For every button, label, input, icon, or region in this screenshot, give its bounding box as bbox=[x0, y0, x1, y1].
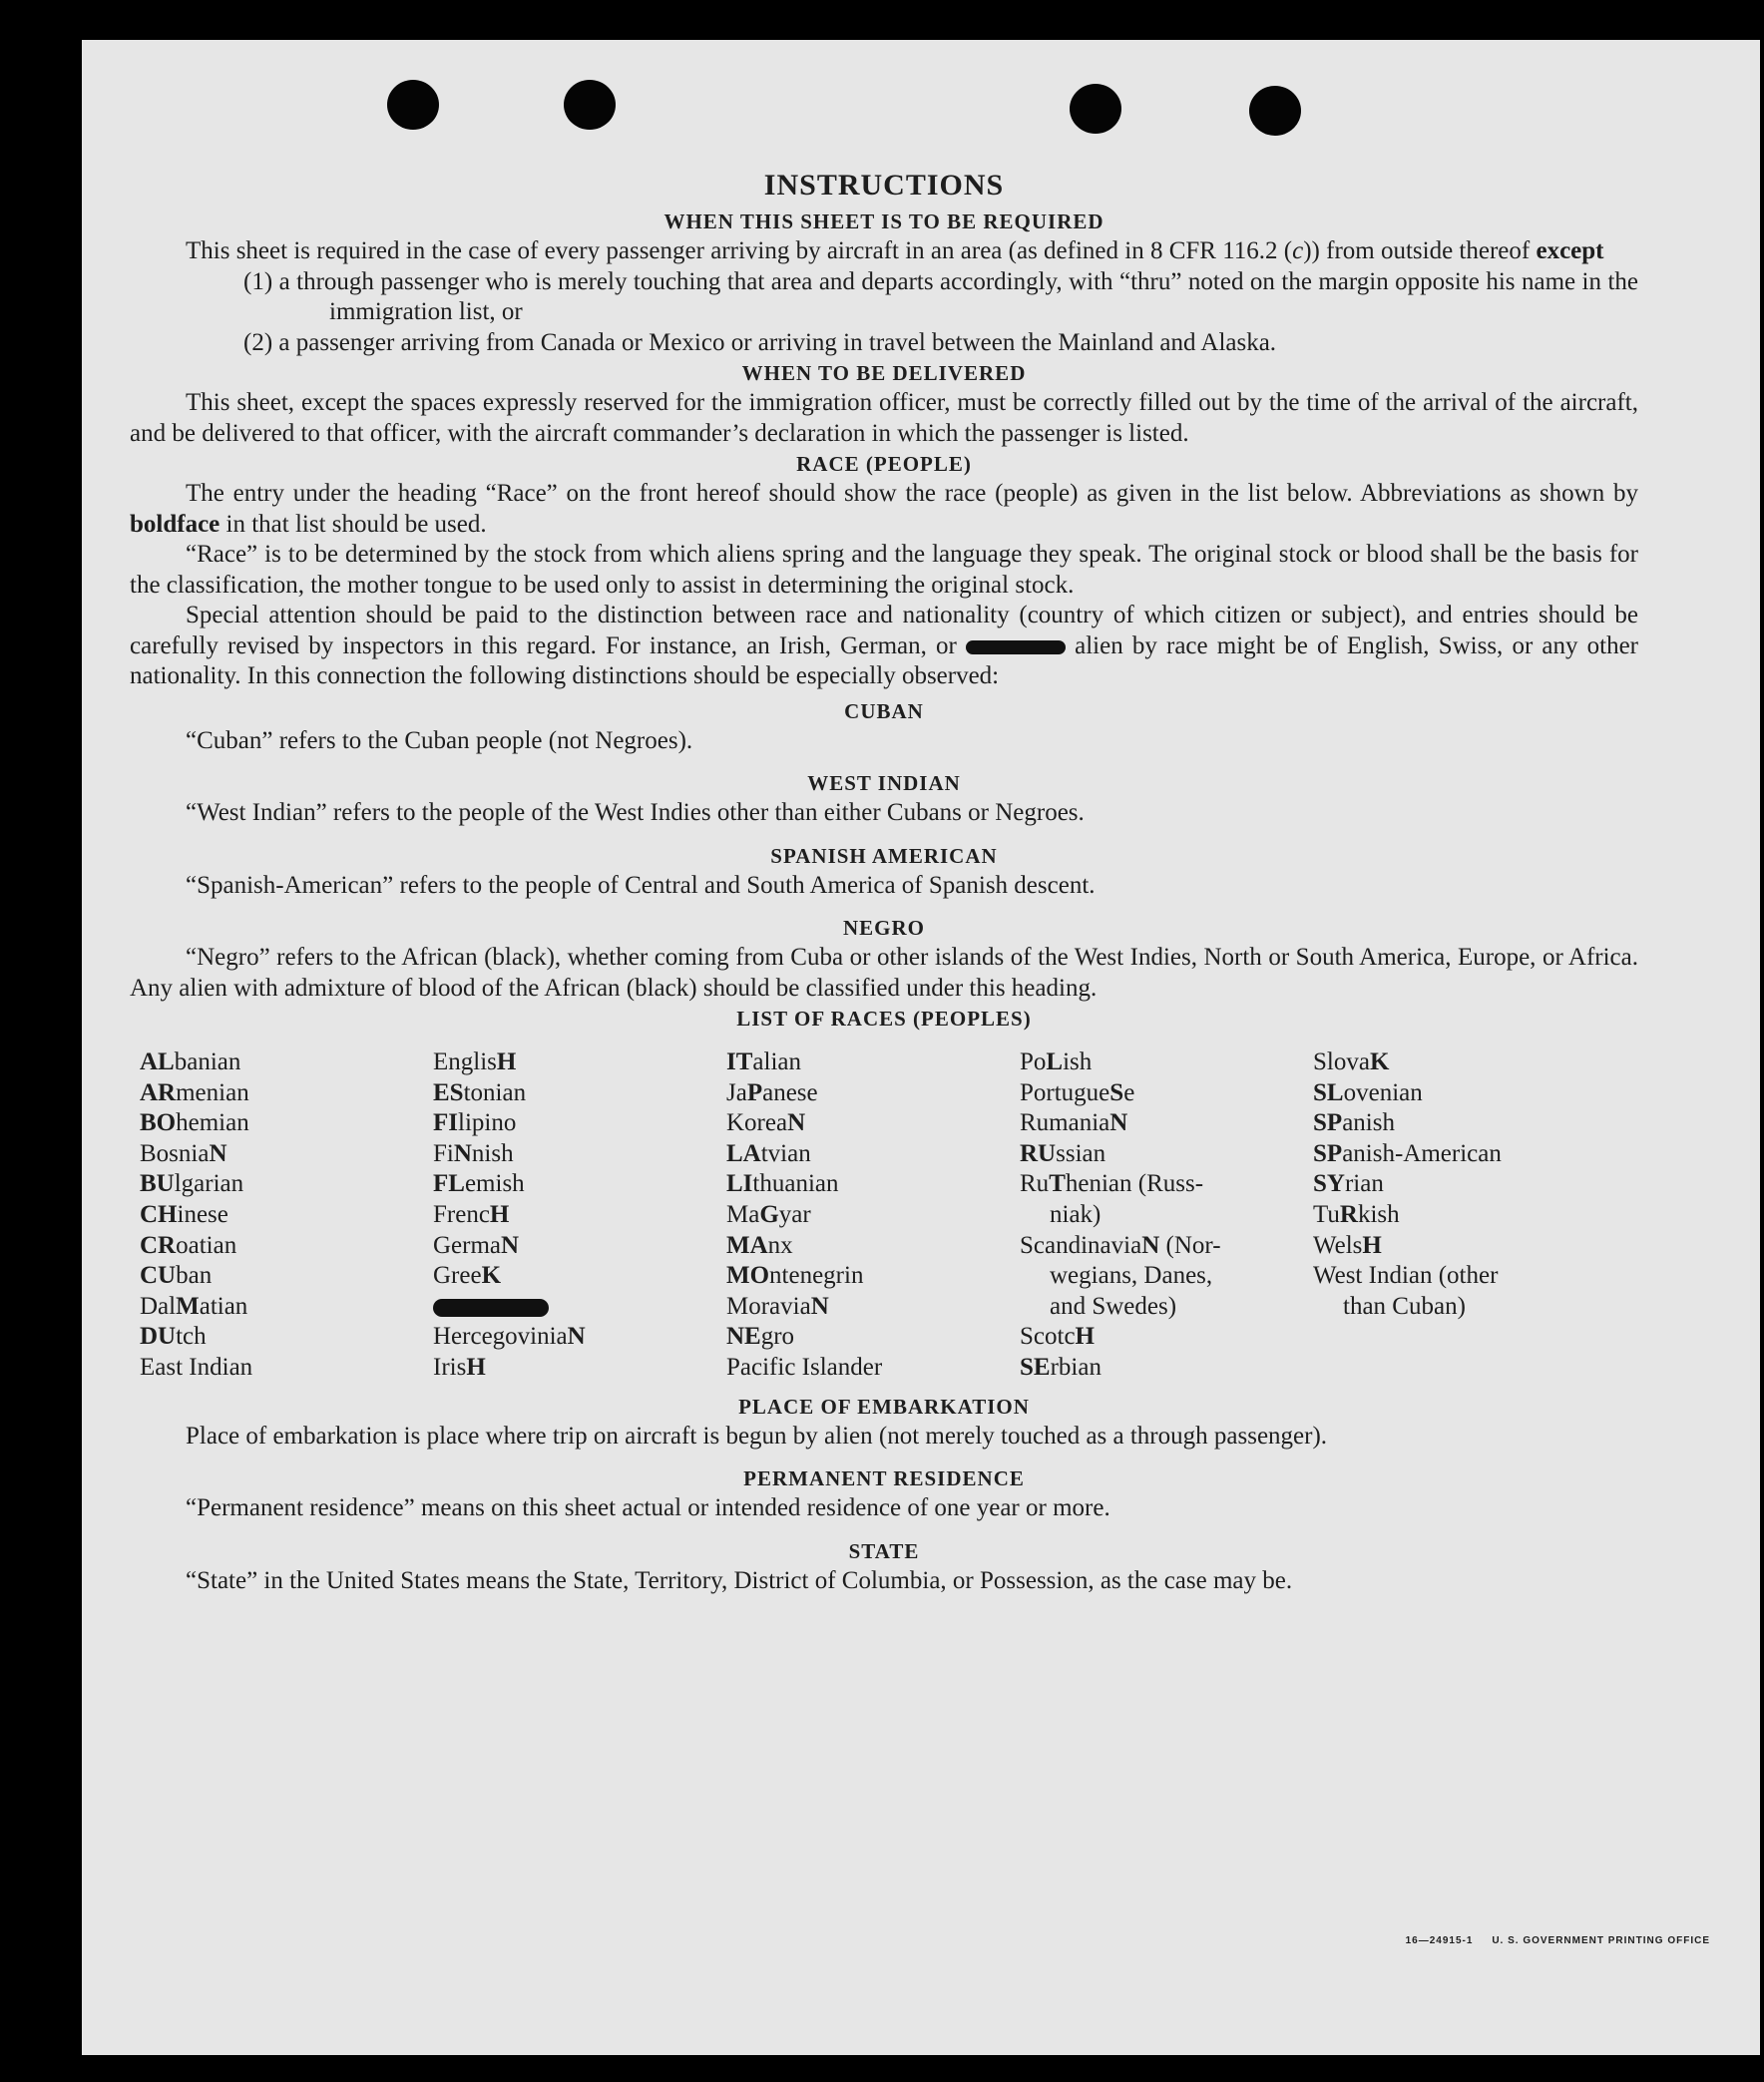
negro-text: “Negro” refers to the African (black), whether coming from Cuba or other islands of the West Indies, North or South America, Europe, or Africa. Any alien with admixture of blood of the African (black) should be classified under this heading. bbox=[130, 944, 1638, 1002]
print-footer bbox=[1406, 1935, 1710, 1946]
race-entry: West Indian (other bbox=[1313, 1262, 1499, 1290]
race-entry: SlovaK bbox=[1313, 1048, 1390, 1075]
race-entry: ITalian bbox=[726, 1048, 801, 1075]
section-heading-residence: PERMANENT RESIDENCE bbox=[743, 1466, 1025, 1491]
race-entry: and Swedes) bbox=[1050, 1292, 1177, 1320]
race-entry: GreeK bbox=[433, 1262, 502, 1290]
race-entry: MOntenegrin bbox=[726, 1262, 864, 1290]
instruction-sheet bbox=[82, 40, 1760, 2055]
race-paragraph-1: The entry under the heading “Race” on the front hereof should show the race (people) as given in the list below. Abbreviations as shown by boldface in that list should be used. bbox=[130, 480, 1638, 538]
race-entry: than Cuban) bbox=[1343, 1292, 1466, 1320]
race-entry: East Indian bbox=[140, 1353, 253, 1381]
race-paragraph-3: Special attention should be paid to the distinction between race and nationality (country of which citizen or subject), and entries should be carefully revised by inspectors in this regard. For instance, an Irish, German, or alien by race might be of English, Swiss, or any other nationality. In this connection the following distinctions should be especially observed: bbox=[130, 602, 1639, 689]
race-entry: niak) bbox=[1050, 1200, 1102, 1228]
section-heading-races: LIST OF RACES (PEOPLES) bbox=[736, 1007, 1032, 1031]
race-entry: RuThenian (Russ- bbox=[1020, 1170, 1204, 1198]
exception-item-1: (1) a through passenger who is merely touching that area and departs accordingly, with “thru” noted on the margin opposite his name in the immigration list, or bbox=[243, 267, 1638, 325]
race-entry bbox=[433, 1292, 726, 1323]
race-entry: Pacific Islander bbox=[726, 1353, 883, 1381]
redaction-mark bbox=[433, 1299, 549, 1317]
required-intro: This sheet is required in the case of every passenger arriving by aircraft in an area (as defined in 8 CFR 116.2 (c)) from outside thereof except bbox=[186, 237, 1604, 264]
race-entry: SPanish-American bbox=[1313, 1139, 1502, 1167]
race-entry: GermaN bbox=[433, 1231, 520, 1259]
section-heading-state: STATE bbox=[848, 1538, 920, 1563]
race-entry: WelsH bbox=[1313, 1231, 1382, 1259]
race-entry: DUtch bbox=[140, 1323, 207, 1351]
race-entry: PoLish bbox=[1020, 1048, 1093, 1075]
race-entry: wegians, Danes, bbox=[1050, 1262, 1213, 1290]
race-entry: SPanish bbox=[1313, 1109, 1395, 1137]
race-entry: FrencH bbox=[433, 1200, 510, 1228]
race-column-4 bbox=[1020, 1047, 1313, 1384]
race-entry: TuRkish bbox=[1313, 1200, 1400, 1228]
race-entry: LIthuanian bbox=[726, 1170, 839, 1198]
race-entry: BUlgarian bbox=[140, 1170, 244, 1198]
race-entry: ARmenian bbox=[140, 1078, 249, 1106]
spanish-american-text: “Spanish-American” refers to the people of Central and South America of Spanish descent. bbox=[186, 871, 1096, 899]
embarkation-text: Place of embarkation is place where trip on aircraft is begun by alien (not merely touched as a through passenger). bbox=[186, 1422, 1328, 1450]
section-heading-race: RACE (PEOPLE) bbox=[796, 452, 972, 476]
race-entry: RUssian bbox=[1020, 1139, 1106, 1167]
race-column-2 bbox=[433, 1047, 726, 1384]
punch-hole bbox=[1249, 86, 1301, 136]
race-entry: EnglisH bbox=[433, 1048, 517, 1075]
race-entry: MoraviaN bbox=[726, 1292, 829, 1320]
redaction-mark bbox=[966, 640, 1066, 654]
race-entry: KoreaN bbox=[726, 1109, 806, 1137]
delivered-text: This sheet, except the spaces expressly reserved for the immigration officer, must be correctly filled out by the time of the arrival of the aircraft, and be delivered to that officer, with the aircraft commander’s declaration in which the passenger is listed. bbox=[130, 389, 1638, 447]
state-text: “State” in the United States means the State, Territory, District of Columbia, or Possession, as the case may be. bbox=[186, 1566, 1293, 1594]
west-indian-text: “West Indian” refers to the people of the West Indies other than either Cubans or Negroes. bbox=[186, 799, 1085, 826]
race-entry: LAtvian bbox=[726, 1139, 811, 1167]
race-entry: FLemish bbox=[433, 1170, 525, 1198]
race-column-3 bbox=[726, 1047, 1020, 1384]
race-entry: BosniaN bbox=[140, 1139, 227, 1167]
punch-hole bbox=[1070, 84, 1121, 134]
race-entry: FIlipino bbox=[433, 1109, 517, 1137]
race-entry: MaGyar bbox=[726, 1200, 811, 1228]
section-heading-cuban: CUBAN bbox=[844, 698, 924, 723]
race-entry: SLovenian bbox=[1313, 1078, 1423, 1106]
race-entry: NEgro bbox=[726, 1323, 795, 1351]
race-entry: CUban bbox=[140, 1262, 213, 1290]
race-paragraph-2: “Race” is to be determined by the stock from which aliens spring and the language they speak. The original stock or blood shall be the basis for the classification, the mother tongue to be used only to assist in determining the original stock. bbox=[130, 541, 1638, 599]
document-body bbox=[130, 165, 1638, 1596]
race-entry: PortugueSe bbox=[1020, 1078, 1135, 1106]
race-entry: ScandinaviaN (Nor- bbox=[1020, 1231, 1221, 1259]
punch-hole bbox=[564, 80, 616, 130]
race-entry: ScotcH bbox=[1020, 1323, 1095, 1351]
race-entry: DalMatian bbox=[140, 1292, 248, 1320]
page-title: INSTRUCTIONS bbox=[763, 169, 1005, 202]
race-list bbox=[140, 1047, 1638, 1384]
race-column-5 bbox=[1313, 1047, 1612, 1384]
section-heading-negro: NEGRO bbox=[842, 916, 925, 940]
race-column-1 bbox=[140, 1047, 433, 1384]
race-entry: SYrian bbox=[1313, 1170, 1384, 1198]
section-heading-delivered: WHEN TO BE DELIVERED bbox=[741, 361, 1027, 385]
punch-hole bbox=[387, 80, 439, 130]
race-entry: SErbian bbox=[1020, 1353, 1102, 1381]
section-heading-spanish-american: SPANISH AMERICAN bbox=[770, 843, 998, 868]
residence-text: “Permanent residence” means on this sheet actual or intended residence of one year or more. bbox=[186, 1494, 1110, 1522]
race-entry: CRoatian bbox=[140, 1231, 237, 1259]
section-heading-required: WHEN THIS SHEET IS TO BE REQUIRED bbox=[663, 209, 1104, 233]
printer-name: U. S. GOVERNMENT PRINTING OFFICE bbox=[1492, 1935, 1710, 1946]
race-entry: BOhemian bbox=[140, 1109, 249, 1137]
section-heading-embarkation: PLACE OF EMBARKATION bbox=[738, 1394, 1030, 1419]
exception-item-2: (2) a passenger arriving from Canada or Mexico or arriving in travel between the Mainland and Alaska. bbox=[243, 328, 1277, 356]
race-entry: ALbanian bbox=[140, 1048, 241, 1075]
race-entry: HercegoviniaN bbox=[433, 1323, 586, 1351]
race-entry: CHinese bbox=[140, 1200, 228, 1228]
cuban-text: “Cuban” refers to the Cuban people (not Negroes). bbox=[186, 726, 693, 754]
section-heading-west-indian: WEST INDIAN bbox=[807, 771, 961, 795]
race-entry: FiNnish bbox=[433, 1139, 514, 1167]
race-entry: IrisH bbox=[433, 1353, 486, 1381]
race-entry: EStonian bbox=[433, 1078, 527, 1106]
form-number: 16—24915-1 bbox=[1405, 1935, 1474, 1946]
race-entry: MAnx bbox=[726, 1231, 793, 1259]
race-entry: RumaniaN bbox=[1020, 1109, 1128, 1137]
race-entry: JaPanese bbox=[726, 1078, 818, 1106]
